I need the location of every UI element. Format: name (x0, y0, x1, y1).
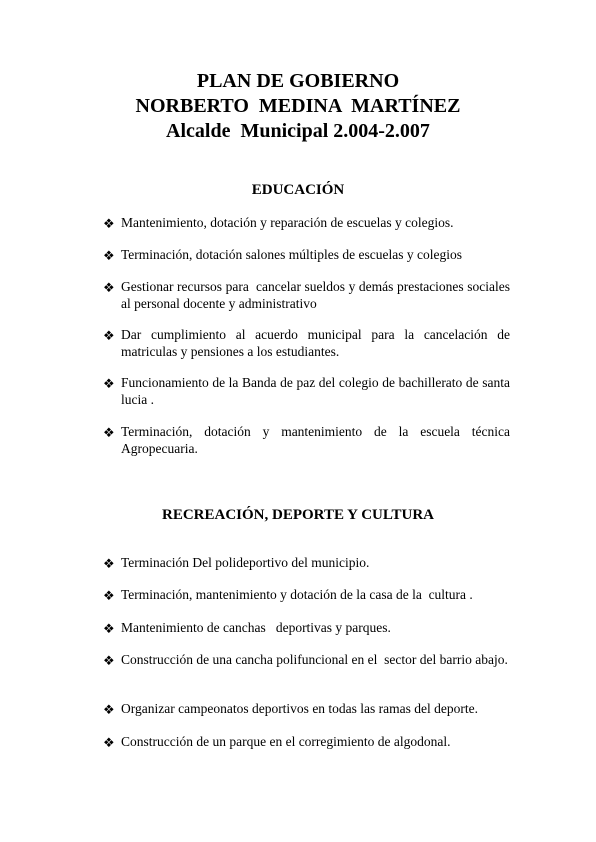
title-line-plan: PLAN DE GOBIERNO (196, 70, 400, 92)
list-item-text: Mantenimiento de canchas deportivas y parques. (121, 620, 391, 635)
list-item-text: Terminación Del polideportivo del municipio. (121, 555, 370, 570)
section-heading-recreacion: RECREACIÓN, DEPORTE Y CULTURA (161, 507, 434, 523)
diamond-bullet-icon: ❖ (103, 621, 115, 636)
diamond-bullet-icon: ❖ (103, 653, 115, 668)
list-item-text: Construcción de una cancha polifuncional en el sector del barrio abajo. (121, 652, 508, 667)
diamond-bullet-icon: ❖ (103, 280, 115, 295)
list-item-text: Organizar campeonatos deportivos en todas las ramas del deporte. (121, 701, 479, 716)
section-heading-educacion: EDUCACIÓN (251, 182, 345, 198)
diamond-bullet-icon: ❖ (103, 588, 115, 603)
list-item-text: Construcción de un parque en el corregimiento de algodonal. (121, 734, 451, 749)
list-item-text: Terminación, dotación salones múltiples de escuelas y colegios (121, 247, 462, 262)
title-line-office: Alcalde Municipal 2.004-2.007 (166, 120, 430, 142)
diamond-bullet-icon: ❖ (103, 556, 115, 571)
diamond-bullet-icon: ❖ (103, 328, 115, 343)
list-item-text: Mantenimiento, dotación y reparación de escuelas y colegios. (121, 215, 454, 230)
diamond-bullet-icon: ❖ (103, 248, 115, 263)
list-item-text: Terminación, mantenimiento y dotación de la casa de la cultura . (121, 587, 473, 602)
diamond-bullet-icon: ❖ (103, 216, 115, 231)
list-item-text: Terminación, dotación y mantenimiento de la escuela técnica Agropecuaria. (121, 424, 513, 456)
diamond-bullet-icon: ❖ (103, 735, 115, 750)
list-item-text: Dar cumplimiento al acuerdo municipal para la cancelación de matriculas y pensiones a los estudiantes. (121, 327, 514, 359)
list-item-text: Funcionamiento de la Banda de paz del colegio de bachillerato de santa lucia . (121, 375, 514, 407)
list-item-text: Gestionar recursos para cancelar sueldos y demás prestaciones sociales al personal docente y administrativo (121, 279, 514, 311)
title-line-name: NORBERTO MEDINA MARTÍNEZ (135, 95, 461, 117)
document-title (0, 69, 596, 144)
diamond-bullet-icon: ❖ (103, 702, 115, 717)
diamond-bullet-icon: ❖ (103, 376, 115, 391)
diamond-bullet-icon: ❖ (103, 425, 115, 440)
